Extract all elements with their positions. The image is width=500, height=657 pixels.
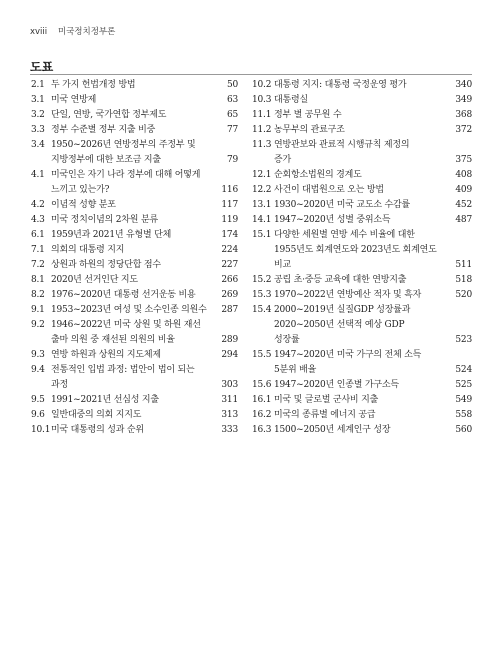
toc-entry bbox=[31, 348, 238, 363]
figure-number: 12.2 bbox=[252, 185, 272, 195]
figure-title bbox=[274, 213, 446, 228]
toc-entry bbox=[31, 168, 238, 198]
figure-title-line: 비교 bbox=[274, 260, 291, 270]
figure-number: 12.1 bbox=[252, 170, 272, 180]
figure-title bbox=[274, 123, 446, 138]
page-ref: 289 bbox=[221, 335, 238, 345]
figure-title-line: 5분위 배율 bbox=[274, 365, 317, 375]
figure-number: 4.1 bbox=[31, 170, 45, 180]
figure-number: 16.3 bbox=[252, 425, 272, 435]
page-ref: 224 bbox=[221, 245, 238, 255]
figure-title-line: 미국 대통령의 성과 순위 bbox=[51, 425, 144, 435]
figure-title-line: 2020~2050년 선택적 예상 GDP bbox=[274, 320, 405, 330]
figure-title bbox=[274, 108, 446, 123]
figure-title bbox=[51, 243, 212, 258]
figure-number: 9.5 bbox=[31, 395, 45, 405]
figure-title bbox=[51, 258, 212, 273]
page-ref: 340 bbox=[455, 80, 472, 90]
running-header bbox=[30, 25, 115, 37]
figure-number: 13.1 bbox=[252, 200, 272, 210]
figure-title-line: 1946~2022년 미국 상원 및 하원 재선 bbox=[51, 320, 201, 330]
page-ref: 523 bbox=[455, 335, 472, 345]
figure-number: 16.1 bbox=[252, 395, 272, 405]
toc-entry bbox=[31, 273, 238, 288]
figure-title-line: 2000~2019년 실질GDP 성장률과 bbox=[274, 305, 411, 315]
toc-entry bbox=[252, 213, 472, 228]
figure-number: 11.1 bbox=[252, 110, 272, 120]
figure-title-line: 증가 bbox=[274, 155, 291, 165]
page-ref: 520 bbox=[455, 290, 472, 300]
toc-entry bbox=[252, 273, 472, 288]
page-ref: 368 bbox=[455, 110, 472, 120]
toc-entry bbox=[252, 303, 472, 348]
figure-title-line: 1947~2020년 성별 중위소득 bbox=[274, 215, 391, 225]
toc-entry bbox=[31, 213, 238, 228]
page-ref: 294 bbox=[221, 350, 238, 360]
page-ref: 511 bbox=[455, 260, 472, 270]
page-ref: 311 bbox=[221, 395, 238, 405]
toc-entry bbox=[31, 93, 238, 108]
toc-entry bbox=[31, 423, 238, 438]
figure-title-line: 상원과 하원의 정당단합 점수 bbox=[51, 260, 161, 270]
figure-number: 15.3 bbox=[252, 290, 272, 300]
figure-title bbox=[51, 168, 212, 198]
figure-title-line: 성장률 bbox=[274, 335, 300, 345]
figure-title-line: 미국 정치이념의 2차원 분류 bbox=[51, 215, 158, 225]
page-ref: 303 bbox=[221, 380, 238, 390]
figure-number: 4.3 bbox=[31, 215, 45, 225]
figure-title bbox=[274, 78, 446, 93]
figure-title-line: 1970~2022년 연방예산 적자 및 흑자 bbox=[274, 290, 422, 300]
figure-title bbox=[274, 273, 446, 288]
figure-title-line: 단일, 연방, 국가연합 정부제도 bbox=[51, 110, 167, 120]
figure-title-line: 1947~2020년 미국 가구의 전체 소득 bbox=[274, 350, 422, 360]
page-ref: 269 bbox=[221, 290, 238, 300]
figure-title-line: 1959년과 2021년 유형별 단체 bbox=[51, 230, 172, 240]
figure-number: 9.2 bbox=[31, 320, 45, 330]
toc-entry bbox=[252, 393, 472, 408]
figure-number: 10.2 bbox=[252, 80, 272, 90]
figure-title-line: 지방정부에 대한 보조금 지출 bbox=[51, 155, 161, 165]
toc-entry bbox=[31, 303, 238, 318]
figure-title bbox=[274, 288, 446, 303]
figure-title-line: 1950~2026년 연방정부의 주정부 및 bbox=[51, 140, 196, 150]
figure-title bbox=[51, 93, 212, 108]
figure-title-line: 정부 수준별 정부 지출 비중 bbox=[51, 125, 156, 135]
figure-title bbox=[51, 138, 212, 168]
figure-title bbox=[274, 423, 446, 438]
figure-number: 7.2 bbox=[31, 260, 45, 270]
figure-title bbox=[51, 303, 212, 318]
toc-entry bbox=[252, 288, 472, 303]
toc-entry bbox=[31, 393, 238, 408]
title-rule bbox=[30, 74, 472, 75]
figure-number: 11.2 bbox=[252, 125, 272, 135]
toc-entry bbox=[252, 93, 472, 108]
figure-title-line: 미국인은 자기 나라 정부에 대해 어떻게 bbox=[51, 170, 201, 180]
figure-title bbox=[51, 288, 212, 303]
right-column bbox=[252, 78, 472, 438]
toc-entry bbox=[252, 348, 472, 378]
figure-number: 9.4 bbox=[31, 365, 45, 375]
figure-title-line: 대통령실 bbox=[274, 95, 308, 105]
figure-number: 9.1 bbox=[31, 305, 45, 315]
toc-entry bbox=[252, 378, 472, 393]
figure-title bbox=[274, 198, 446, 213]
page-ref: 372 bbox=[455, 125, 472, 135]
figure-title bbox=[51, 348, 212, 363]
toc-entry bbox=[252, 408, 472, 423]
figure-title-line: 1991~2021년 선심성 지출 bbox=[51, 395, 159, 405]
toc-entry bbox=[252, 123, 472, 138]
figure-title-line: 다양한 세원별 연방 세수 비율에 대한 bbox=[274, 230, 415, 240]
page-ref: 558 bbox=[455, 410, 472, 420]
book-title: 미국정치정부론 bbox=[57, 27, 116, 37]
figure-number: 15.2 bbox=[252, 275, 272, 285]
page-ref: 452 bbox=[455, 200, 472, 210]
figure-title-line: 미국 및 글로벌 군사비 지출 bbox=[274, 395, 379, 405]
toc-entry bbox=[31, 408, 238, 423]
figure-number: 15.1 bbox=[252, 230, 272, 240]
figure-title-line: 이념적 성향 분포 bbox=[51, 200, 116, 210]
page-ref: 333 bbox=[221, 425, 238, 435]
figure-title bbox=[274, 138, 446, 168]
page-number: xviii bbox=[30, 27, 48, 37]
figure-title bbox=[51, 123, 212, 138]
figure-title-line: 연방관보와 관료적 시행규칙 제정의 bbox=[274, 140, 410, 150]
figure-number: 11.3 bbox=[252, 140, 272, 150]
toc-entry bbox=[31, 138, 238, 168]
figure-title-line: 과정 bbox=[51, 380, 68, 390]
figure-title-line: 연방 하원과 상원의 지도체제 bbox=[51, 350, 161, 360]
figure-title bbox=[51, 363, 212, 393]
page-ref: 525 bbox=[455, 380, 472, 390]
figure-number: 7.1 bbox=[31, 245, 45, 255]
toc-entry bbox=[31, 258, 238, 273]
figure-title bbox=[51, 393, 212, 408]
page-ref: 266 bbox=[221, 275, 238, 285]
figure-title-line: 순회항소법원의 경계도 bbox=[274, 170, 362, 180]
figure-number: 15.5 bbox=[252, 350, 272, 360]
figure-title-line: 사건이 대법원으로 오는 방법 bbox=[274, 185, 384, 195]
page-ref: 409 bbox=[455, 185, 472, 195]
figure-number: 2.1 bbox=[31, 80, 45, 90]
figure-title-line: 1930~2020년 미국 교도소 수감률 bbox=[274, 200, 410, 210]
figure-number: 9.3 bbox=[31, 350, 45, 360]
figure-title-line: 미국 연방제 bbox=[51, 95, 97, 105]
toc-entry bbox=[31, 108, 238, 123]
figure-number: 15.4 bbox=[252, 305, 272, 315]
figure-title-line: 출마 의원 중 재선된 의원의 비율 bbox=[51, 335, 175, 345]
figure-title bbox=[274, 93, 446, 108]
toc-entry bbox=[31, 123, 238, 138]
toc-entry bbox=[252, 228, 472, 273]
page-ref: 77 bbox=[226, 125, 238, 135]
figure-title-line: 농무부의 관료구조 bbox=[274, 125, 345, 135]
figure-title-line: 두 가지 헌법개정 방법 bbox=[51, 80, 136, 90]
left-column bbox=[31, 78, 238, 438]
figure-number: 3.4 bbox=[31, 140, 45, 150]
figure-number: 8.2 bbox=[31, 290, 45, 300]
figure-title bbox=[51, 408, 212, 423]
page-ref: 549 bbox=[455, 395, 472, 405]
toc-entry bbox=[31, 78, 238, 93]
toc-entry bbox=[252, 423, 472, 438]
figure-title bbox=[51, 78, 212, 93]
toc-entry bbox=[252, 108, 472, 123]
figure-number: 3.1 bbox=[31, 95, 45, 105]
toc-entry bbox=[31, 318, 238, 348]
toc-entry bbox=[252, 198, 472, 213]
toc-entry bbox=[252, 183, 472, 198]
figure-title bbox=[51, 273, 212, 288]
figure-title bbox=[51, 318, 212, 348]
figure-title bbox=[51, 228, 212, 243]
figure-title-line: 1947~2020년 인종별 가구소득 bbox=[274, 380, 399, 390]
figure-title bbox=[51, 198, 212, 213]
figure-title bbox=[51, 423, 212, 438]
figure-title-line: 1500~2050년 세계인구 성장 bbox=[274, 425, 391, 435]
figure-title-line: 정부 별 공무원 수 bbox=[274, 110, 342, 120]
page-ref: 518 bbox=[455, 275, 472, 285]
figure-title-line: 의회의 대통령 지지 bbox=[51, 245, 125, 255]
toc-entry bbox=[31, 228, 238, 243]
figure-title-line: 2020년 선거인단 지도 bbox=[51, 275, 138, 285]
figure-title-line: 대통령 지지: 대통령 국정운영 평가 bbox=[274, 80, 407, 90]
figure-title-line: 일반대중의 의회 지지도 bbox=[51, 410, 142, 420]
toc-entry bbox=[31, 288, 238, 303]
figure-title bbox=[274, 228, 446, 273]
figure-number: 3.2 bbox=[31, 110, 45, 120]
page-ref: 116 bbox=[221, 185, 238, 195]
page-ref: 487 bbox=[455, 215, 472, 225]
figure-title-line: 1953~2023년 여성 및 소수인종 의원수 bbox=[51, 305, 207, 315]
figure-number: 4.2 bbox=[31, 200, 45, 210]
figure-title-line: 느끼고 있는가? bbox=[51, 185, 110, 195]
page-ref: 50 bbox=[226, 80, 238, 90]
figure-number: 3.3 bbox=[31, 125, 45, 135]
page-ref: 287 bbox=[221, 305, 238, 315]
toc-entry bbox=[31, 198, 238, 213]
toc-entry bbox=[252, 168, 472, 183]
figure-number: 10.1 bbox=[31, 425, 51, 435]
figure-title bbox=[274, 303, 446, 348]
page-ref: 227 bbox=[221, 260, 238, 270]
page-ref: 65 bbox=[226, 110, 238, 120]
page-ref: 313 bbox=[221, 410, 238, 420]
page-ref: 560 bbox=[455, 425, 472, 435]
toc-entry bbox=[252, 138, 472, 168]
figure-title bbox=[274, 168, 446, 183]
figure-title bbox=[51, 108, 212, 123]
toc-entry bbox=[31, 243, 238, 258]
page-ref: 79 bbox=[226, 155, 238, 165]
figure-title bbox=[274, 183, 446, 198]
section-title: 도표 bbox=[30, 60, 54, 74]
figure-number: 14.1 bbox=[252, 215, 272, 225]
page-ref: 119 bbox=[221, 215, 238, 225]
figure-title bbox=[274, 393, 446, 408]
page-ref: 524 bbox=[455, 365, 472, 375]
figure-title-line: 1955년도 회계연도와 2023년도 회계연도 bbox=[274, 245, 437, 255]
figure-title bbox=[274, 408, 446, 423]
figure-number: 8.1 bbox=[31, 275, 45, 285]
figure-title bbox=[274, 378, 446, 393]
figure-title-line: 공립 초·중등 교육에 대한 연방지출 bbox=[274, 275, 407, 285]
figure-number: 9.6 bbox=[31, 410, 45, 420]
figure-number: 15.6 bbox=[252, 380, 272, 390]
figure-title-line: 미국의 종류별 에너지 공급 bbox=[274, 410, 376, 420]
page-ref: 349 bbox=[455, 95, 472, 105]
page-ref: 174 bbox=[221, 230, 238, 240]
figure-title bbox=[51, 213, 212, 228]
figure-title bbox=[274, 348, 446, 378]
page-ref: 375 bbox=[455, 155, 472, 165]
figure-title-line: 1976~2020년 대통령 선거운동 비용 bbox=[51, 290, 196, 300]
toc-entry bbox=[252, 78, 472, 93]
figure-number: 16.2 bbox=[252, 410, 272, 420]
figure-number: 6.1 bbox=[31, 230, 45, 240]
page-ref: 63 bbox=[226, 95, 238, 105]
figure-number: 10.3 bbox=[252, 95, 272, 105]
figure-title-line: 전통적인 입법 과정: 법안이 법이 되는 bbox=[51, 365, 195, 375]
page-ref: 408 bbox=[455, 170, 472, 180]
toc-entry bbox=[31, 363, 238, 393]
page-ref: 117 bbox=[221, 200, 238, 210]
